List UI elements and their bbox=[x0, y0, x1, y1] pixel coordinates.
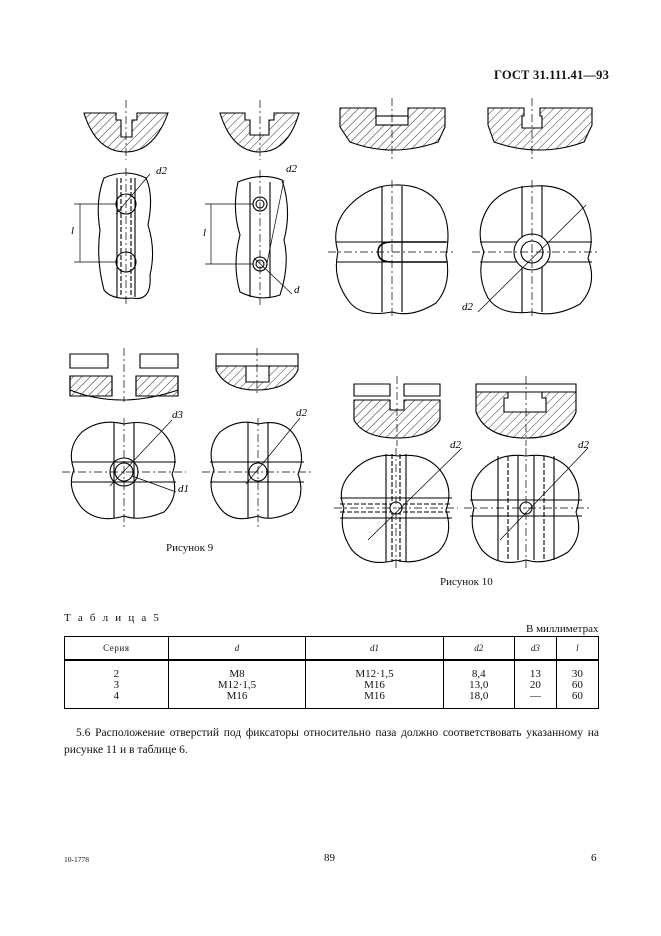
table-cell: M8 bbox=[168, 660, 306, 680]
table-row bbox=[65, 680, 599, 691]
table-row bbox=[65, 660, 599, 680]
table-cell: M16 bbox=[306, 691, 444, 709]
figure-9-caption: Рисунок 9 bbox=[166, 542, 214, 554]
table-cell: 8,4 bbox=[443, 660, 514, 680]
fig9-section-a bbox=[84, 100, 168, 160]
col-header-d2: d2 bbox=[443, 637, 514, 661]
fig9-plan-a bbox=[74, 168, 153, 305]
col-header-d1: d1 bbox=[306, 637, 444, 661]
table-cell: 13,0 bbox=[443, 680, 514, 691]
table-title: Т а б л и ц а 5 bbox=[64, 612, 162, 624]
fig9-section-b bbox=[220, 100, 299, 160]
footer-page-number: 89 bbox=[324, 852, 335, 864]
table-cell: 2 bbox=[65, 660, 169, 680]
table-unit: В миллиметрах bbox=[526, 623, 599, 635]
fig10-section-c bbox=[354, 376, 440, 446]
fig9-label-l-a: l bbox=[71, 225, 75, 237]
table-cell: M16 bbox=[306, 680, 444, 691]
table-row bbox=[65, 691, 599, 709]
fig9-section-d bbox=[216, 348, 298, 396]
table-cell: 20 bbox=[514, 680, 556, 691]
table-cell: M16 bbox=[168, 691, 306, 709]
fig9-plan-c bbox=[62, 418, 186, 528]
figure-10-caption: Рисунок 10 bbox=[440, 576, 493, 588]
table-cell: — bbox=[514, 691, 556, 709]
fig10-section-d bbox=[476, 376, 576, 446]
fig9-label-d-b: d bbox=[294, 284, 300, 296]
body-paragraph: 5.6 Расположение отверстий под фиксаторы относительно паза должно соответствовать указанному на рисунке 11 и в таблице 6. bbox=[64, 727, 599, 756]
col-header-l: l bbox=[556, 637, 598, 661]
table-cell: 4 bbox=[65, 691, 169, 709]
table-cell: M12·1,5 bbox=[306, 660, 444, 680]
fig9-label-d1: d1 bbox=[178, 483, 189, 495]
fig9-label-d3: d3 bbox=[172, 409, 183, 421]
table-cell: 60 bbox=[556, 680, 598, 691]
document-header: ГОСТ 31.111.41—93 bbox=[494, 68, 610, 82]
fig10-section-b bbox=[488, 98, 592, 160]
fig10-label-d2-d: d2 bbox=[578, 439, 589, 451]
footer-print-code: 10-1778 bbox=[64, 855, 89, 864]
fig10-plan-a bbox=[328, 180, 456, 318]
fig9-section-c bbox=[70, 348, 178, 402]
fig9-plan-d bbox=[202, 418, 312, 528]
fig10-section-a bbox=[340, 98, 445, 160]
footer-page-index: 6 bbox=[591, 852, 597, 864]
fig10-plan-d bbox=[464, 448, 590, 568]
fig9-label-d2-d: d2 bbox=[296, 407, 307, 419]
fig10-plan-b bbox=[472, 180, 598, 318]
col-header-series: Серия bbox=[65, 637, 169, 661]
fig10-label-d2-b: d2 bbox=[462, 301, 473, 313]
table-5 bbox=[64, 636, 599, 709]
table-cell: 3 bbox=[65, 680, 169, 691]
fig10-plan-c bbox=[334, 448, 462, 568]
table-cell: 18,0 bbox=[443, 691, 514, 709]
col-header-d: d bbox=[168, 637, 306, 661]
col-header-d3: d3 bbox=[514, 637, 556, 661]
fig9-label-d2-a: d2 bbox=[156, 165, 167, 177]
fig10-label-d2-c: d2 bbox=[450, 439, 461, 451]
fig9-label-l-b: l bbox=[203, 227, 207, 239]
table-cell: 30 bbox=[556, 660, 598, 680]
fig9-label-d2-b: d2 bbox=[286, 163, 297, 175]
table-cell: 60 bbox=[556, 691, 598, 709]
fig9-plan-b bbox=[205, 170, 292, 305]
table-cell: M12·1,5 bbox=[168, 680, 306, 691]
table-cell: 13 bbox=[514, 660, 556, 680]
table-header-row bbox=[65, 637, 599, 661]
